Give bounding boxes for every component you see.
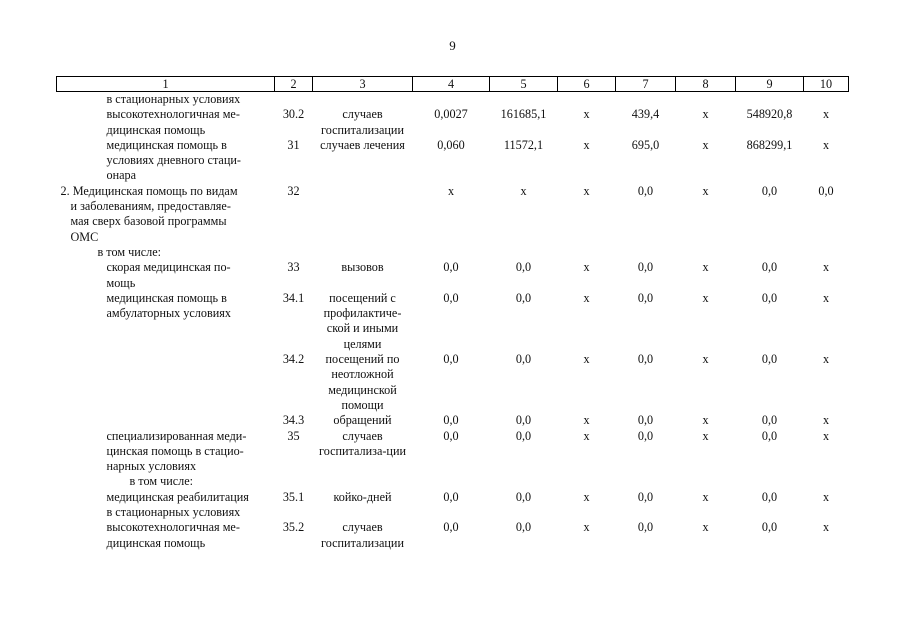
unit [313, 184, 413, 245]
table-row [57, 138, 849, 184]
value-col-6: х [583, 520, 590, 535]
value-col-9: 0,0 [761, 489, 778, 504]
header-cell: 6 [558, 77, 616, 92]
value-col-8: х [702, 107, 709, 122]
value-col-6 [558, 92, 616, 108]
value-col-10 [804, 92, 849, 108]
unit: случаев госпитализа-ции [319, 428, 406, 458]
header-cell: 5 [490, 77, 558, 92]
table-row [57, 245, 849, 260]
description-line: ОМС [70, 229, 99, 244]
description-line: мая сверх базовой программы [70, 214, 227, 229]
description-line: цинская помощь в стацио- [106, 443, 244, 458]
row-code: 35 [287, 428, 300, 443]
value-col-4: 0,060 [437, 137, 465, 152]
value-col-5: 11572,1 [503, 137, 544, 152]
value-col-8 [676, 245, 736, 260]
value-col-6: х [583, 489, 590, 504]
value-col-7: 695,0 [631, 137, 660, 152]
row-description [57, 184, 275, 245]
value-col-6: х [583, 260, 590, 275]
description-line: онара [106, 168, 137, 183]
description-line: специализированная меди- [106, 428, 247, 443]
description-line: 2. Медицинская помощь по видам [60, 183, 238, 198]
row-code: 35.2 [282, 520, 305, 535]
description-line: медицинская помощь в [106, 290, 227, 305]
row-description [57, 92, 275, 108]
unit [313, 474, 413, 489]
description-line: условиях дневного стаци- [106, 153, 241, 168]
value-col-7: 439,4 [631, 107, 660, 122]
row-code: 32 [287, 183, 300, 198]
unit: случаев госпитализации [321, 520, 404, 550]
unit: вызовов [341, 260, 384, 275]
value-col-8: х [702, 428, 709, 443]
value-col-7: 0,0 [637, 290, 654, 305]
value-col-5: 161685,1 [500, 107, 547, 122]
value-col-10: х [822, 520, 830, 535]
row-code: 34.1 [282, 290, 305, 305]
table-row [57, 107, 849, 138]
row-code: 33 [287, 260, 300, 275]
value-col-4: х [447, 183, 455, 198]
value-col-7: 0,0 [637, 413, 654, 428]
row-description [57, 490, 275, 521]
value-col-5: 0,0 [515, 489, 532, 504]
unit: посещений по неотложной медицинской помощи [325, 352, 400, 412]
value-col-6 [558, 245, 616, 260]
table-row [57, 474, 849, 489]
value-col-9: 548920,8 [746, 107, 793, 122]
value-col-10: х [822, 413, 830, 428]
header-cell: 3 [313, 77, 413, 92]
value-col-4: 0,0 [443, 413, 459, 428]
value-col-5 [490, 92, 558, 108]
row-description [57, 291, 275, 352]
value-col-6: х [583, 290, 590, 305]
header-cell: 4 [413, 77, 490, 92]
value-col-8: х [702, 137, 709, 152]
row-code: 35.1 [282, 489, 305, 504]
value-col-4: 0,0 [443, 428, 459, 443]
value-col-6: х [583, 428, 590, 443]
value-col-7: 0,0 [637, 489, 654, 504]
value-col-5: 0,0 [515, 260, 532, 275]
value-col-10: х [822, 489, 830, 504]
description-line: нарных условиях [106, 459, 197, 474]
value-col-10: х [822, 352, 830, 367]
value-col-7: 0,0 [637, 520, 654, 535]
value-col-9 [736, 474, 804, 489]
value-col-5: 0,0 [515, 413, 532, 428]
row-description [57, 107, 275, 138]
value-col-4 [413, 245, 490, 260]
value-col-10: х [822, 137, 830, 152]
row-description [57, 245, 275, 260]
value-col-10: х [822, 428, 830, 443]
description-line: высокотехнологичная ме- [106, 107, 240, 122]
value-col-6: х [583, 352, 590, 367]
table-row [57, 291, 849, 352]
value-col-7 [616, 474, 676, 489]
value-col-5 [490, 474, 558, 489]
description-line: амбулаторных условиях [106, 306, 231, 321]
description-line: в стационарных условиях [106, 92, 241, 106]
row-description [57, 413, 275, 428]
row-description [57, 260, 275, 291]
table-row [57, 92, 849, 108]
unit: посещений с профилактиче-ской и иными целями [323, 290, 402, 351]
header-cell: 1 [57, 77, 275, 92]
row-code [275, 92, 313, 108]
description-line: скорая медицинская по- [106, 260, 231, 275]
value-col-9 [736, 245, 804, 260]
value-col-9: 0,0 [761, 183, 778, 198]
page-number: 9 [449, 38, 456, 53]
value-col-5: 0,0 [515, 290, 532, 305]
value-col-7: 0,0 [637, 352, 654, 367]
description-line: в том числе: [129, 474, 194, 489]
description-line: высокотехнологичная ме- [106, 520, 240, 535]
value-col-9: 0,0 [761, 290, 778, 305]
header-cell: 10 [804, 77, 849, 92]
value-col-5 [490, 245, 558, 260]
description-line: и заболеваниям, предоставляе- [70, 199, 231, 214]
row-description [57, 352, 275, 413]
row-code [275, 245, 313, 260]
value-col-7 [616, 92, 676, 108]
header-cell: 8 [676, 77, 736, 92]
description-line: медицинская помощь в [106, 137, 227, 152]
description-line: в стационарных условиях [106, 505, 241, 520]
value-col-9: 0,0 [761, 520, 778, 535]
description-line: мощь [106, 275, 136, 290]
row-code: 31 [287, 137, 300, 152]
table-row [57, 490, 849, 521]
value-col-7: 0,0 [637, 260, 654, 275]
value-col-10 [804, 474, 849, 489]
value-col-10: х [822, 260, 830, 275]
description-line: дицинская помощь [106, 122, 206, 137]
description-line: в том числе: [97, 244, 162, 259]
header-cell: 9 [736, 77, 804, 92]
value-col-4: 0,0027 [434, 107, 468, 122]
value-col-8: х [702, 260, 709, 275]
data-table [56, 76, 849, 551]
table-row [57, 520, 849, 551]
unit [313, 92, 413, 108]
value-col-8: х [702, 352, 709, 367]
table-row [57, 352, 849, 413]
value-col-8: х [702, 489, 709, 504]
value-col-7: 0,0 [637, 428, 654, 443]
unit: обращений [333, 413, 392, 428]
value-col-9: 0,0 [761, 413, 778, 428]
value-col-8: х [702, 183, 709, 198]
value-col-10: 0,0 [818, 183, 834, 198]
table-row [57, 429, 849, 475]
value-col-10: х [822, 107, 830, 122]
value-col-9: 0,0 [761, 260, 778, 275]
value-col-7: 0,0 [637, 183, 654, 198]
row-code [275, 474, 313, 489]
value-col-5: 0,0 [515, 520, 532, 535]
row-description [57, 138, 275, 184]
header-cell: 2 [275, 77, 313, 92]
value-col-6: х [583, 137, 590, 152]
description-line: медицинская реабилитация [106, 489, 249, 504]
value-col-8: х [702, 290, 709, 305]
value-col-8: х [702, 520, 709, 535]
value-col-9 [736, 92, 804, 108]
value-col-6: х [583, 413, 590, 428]
value-col-9: 0,0 [761, 428, 778, 443]
unit: койко-дней [333, 489, 392, 504]
row-code: 30.2 [282, 107, 305, 122]
header-row [57, 77, 849, 92]
value-col-4: 0,0 [443, 290, 459, 305]
value-col-6 [558, 474, 616, 489]
table-row [57, 260, 849, 291]
value-col-9: 868299,1 [746, 137, 793, 152]
value-col-10 [804, 245, 849, 260]
unit: случаев госпитализации [321, 107, 404, 137]
value-col-4 [413, 474, 490, 489]
value-col-6: х [583, 107, 590, 122]
table-row [57, 184, 849, 245]
value-col-4 [413, 92, 490, 108]
value-col-5: 0,0 [515, 428, 532, 443]
table-row [57, 413, 849, 428]
value-col-5: 0,0 [515, 352, 532, 367]
value-col-4: 0,0 [443, 520, 459, 535]
value-col-8 [676, 474, 736, 489]
value-col-8 [676, 92, 736, 108]
value-col-7 [616, 245, 676, 260]
unit: случаев лечения [320, 137, 405, 152]
row-code: 34.3 [282, 413, 305, 428]
row-code: 34.2 [282, 352, 305, 367]
value-col-6: х [583, 183, 590, 198]
value-col-8: х [702, 413, 709, 428]
value-col-4: 0,0 [443, 489, 459, 504]
row-description [57, 520, 275, 551]
unit [313, 245, 413, 260]
value-col-9: 0,0 [761, 352, 778, 367]
row-description [57, 474, 275, 489]
row-description [57, 429, 275, 475]
value-col-10: х [822, 290, 830, 305]
value-col-5: х [520, 183, 527, 198]
description-line: дицинская помощь [106, 535, 206, 550]
value-col-4: 0,0 [443, 260, 459, 275]
header-cell: 7 [616, 77, 676, 92]
value-col-4: 0,0 [443, 352, 459, 367]
